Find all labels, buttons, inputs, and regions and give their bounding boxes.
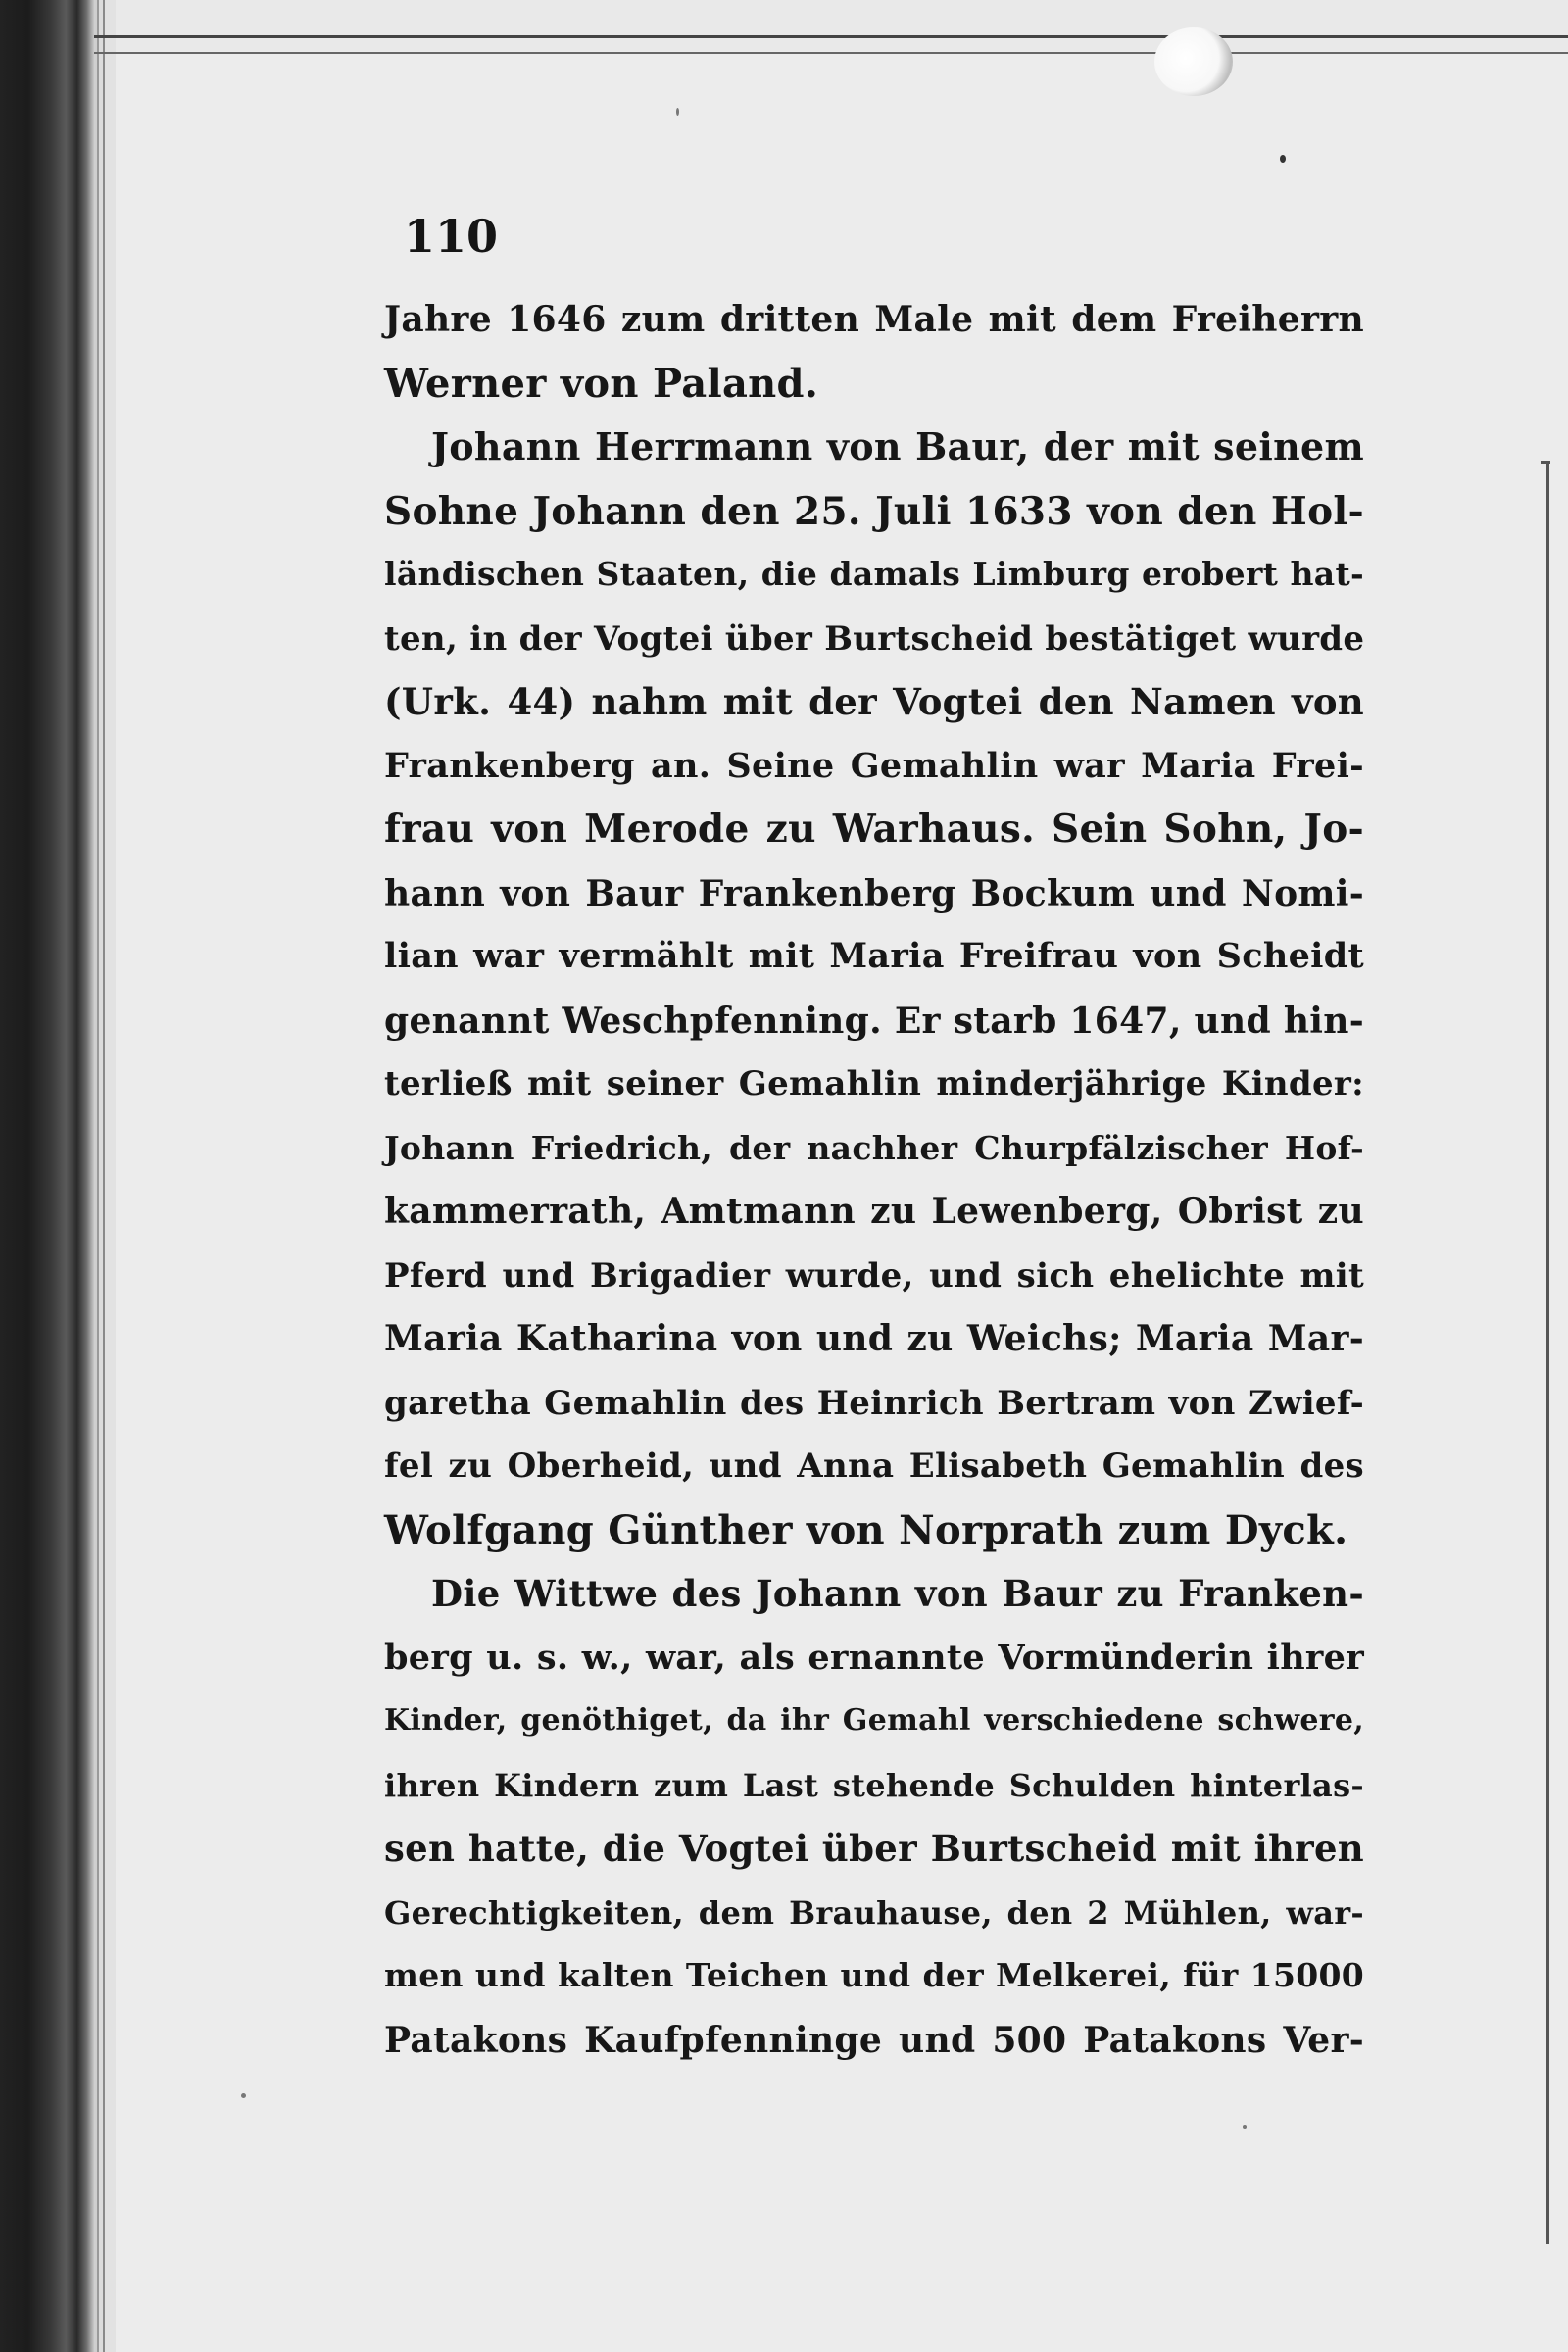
- text-line: Frankenberg an. Seine Gemahlin war Maria Frei-: [384, 746, 1364, 786]
- page-edge-lines: [94, 0, 116, 2352]
- text-line: (Urk. 44) nahm mit der Vogtei den Namen von: [384, 680, 1364, 723]
- text-line: men und kalten Teichen und der Melkerei, für 15000: [384, 1956, 1364, 1994]
- text-line: kammerrath, Amtmann zu Lewenberg, Obrist zu: [384, 1191, 1364, 1232]
- ink-speck: [241, 2093, 246, 2098]
- text-line: berg u. s. w., war, als ernannte Vormünderin ihrer: [384, 1638, 1364, 1678]
- page-number: 110: [404, 210, 499, 263]
- text-line: sen hatte, die Vogtei über Burtscheid mit ihren: [384, 1827, 1364, 1870]
- ink-speck: [1243, 2125, 1247, 2129]
- text-line: Pferd und Brigadier wurde, und sich ehelichte mit: [384, 1256, 1364, 1296]
- text-line: Kinder, genöthiget, da ihr Gemahl verschiedene schwere,: [384, 1703, 1364, 1738]
- text-line: terließ mit seiner Gemahlin minderjährige Kinder:: [384, 1064, 1364, 1103]
- text-line: Johann Herrmann von Baur, der mit seinem: [431, 424, 1364, 468]
- text-line: Die Wittwe des Johann von Baur zu Franken-: [431, 1572, 1364, 1615]
- text-line: fel zu Oberheid, und Anna Elisabeth Gemahlin des: [384, 1446, 1364, 1486]
- text-line: Sohne Johann den 25. Juli 1633 von den Hol-: [384, 489, 1364, 534]
- text-line: ihren Kindern zum Last stehende Schulden hinterlas-: [384, 1767, 1364, 1804]
- text-line: ländischen Staaten, die damals Limburg erobert hat-: [384, 555, 1364, 593]
- ink-speck: [1280, 155, 1286, 163]
- text-line: ten, in der Vogtei über Burtscheid bestätiget wurde: [384, 619, 1365, 659]
- text-line: Patakons Kaufpfenninge und 500 Patakons Ver-: [384, 2020, 1364, 2061]
- text-line: frau von Merode zu Warhaus. Sein Sohn, Jo-: [384, 807, 1364, 852]
- ink-speck: [676, 108, 679, 116]
- text-line: hann von Baur Frankenberg Bockum und Nomi-: [384, 873, 1364, 914]
- text-line: Gerechtigkeiten, dem Brauhause, den 2 Mühlen, war-: [384, 1894, 1364, 1932]
- top-border-rule: [94, 35, 1568, 54]
- text-line: Maria Katharina von und zu Weichs; Maria Mar-: [384, 1318, 1364, 1359]
- text-line: Werner von Paland.: [384, 361, 819, 407]
- punch-hole: [1154, 27, 1233, 96]
- right-margin-rule: [1546, 461, 1549, 2244]
- text-line: Wolfgang Günther von Norprath zum Dyck.: [384, 1507, 1348, 1553]
- text-line: garetha Gemahlin des Heinrich Bertram von Zwief-: [384, 1384, 1364, 1423]
- text-line: genannt Weschpfenning. Er starb 1647, und hin-: [384, 1001, 1364, 1042]
- text-line: lian war vermählt mit Maria Freifrau von Scheidt: [384, 936, 1364, 976]
- book-spine-shadow: [0, 0, 94, 2352]
- text-line: Jahre 1646 zum dritten Male mit dem Freiherrn: [384, 299, 1364, 340]
- text-line: Johann Friedrich, der nachher Churpfälzischer Hof-: [384, 1129, 1364, 1167]
